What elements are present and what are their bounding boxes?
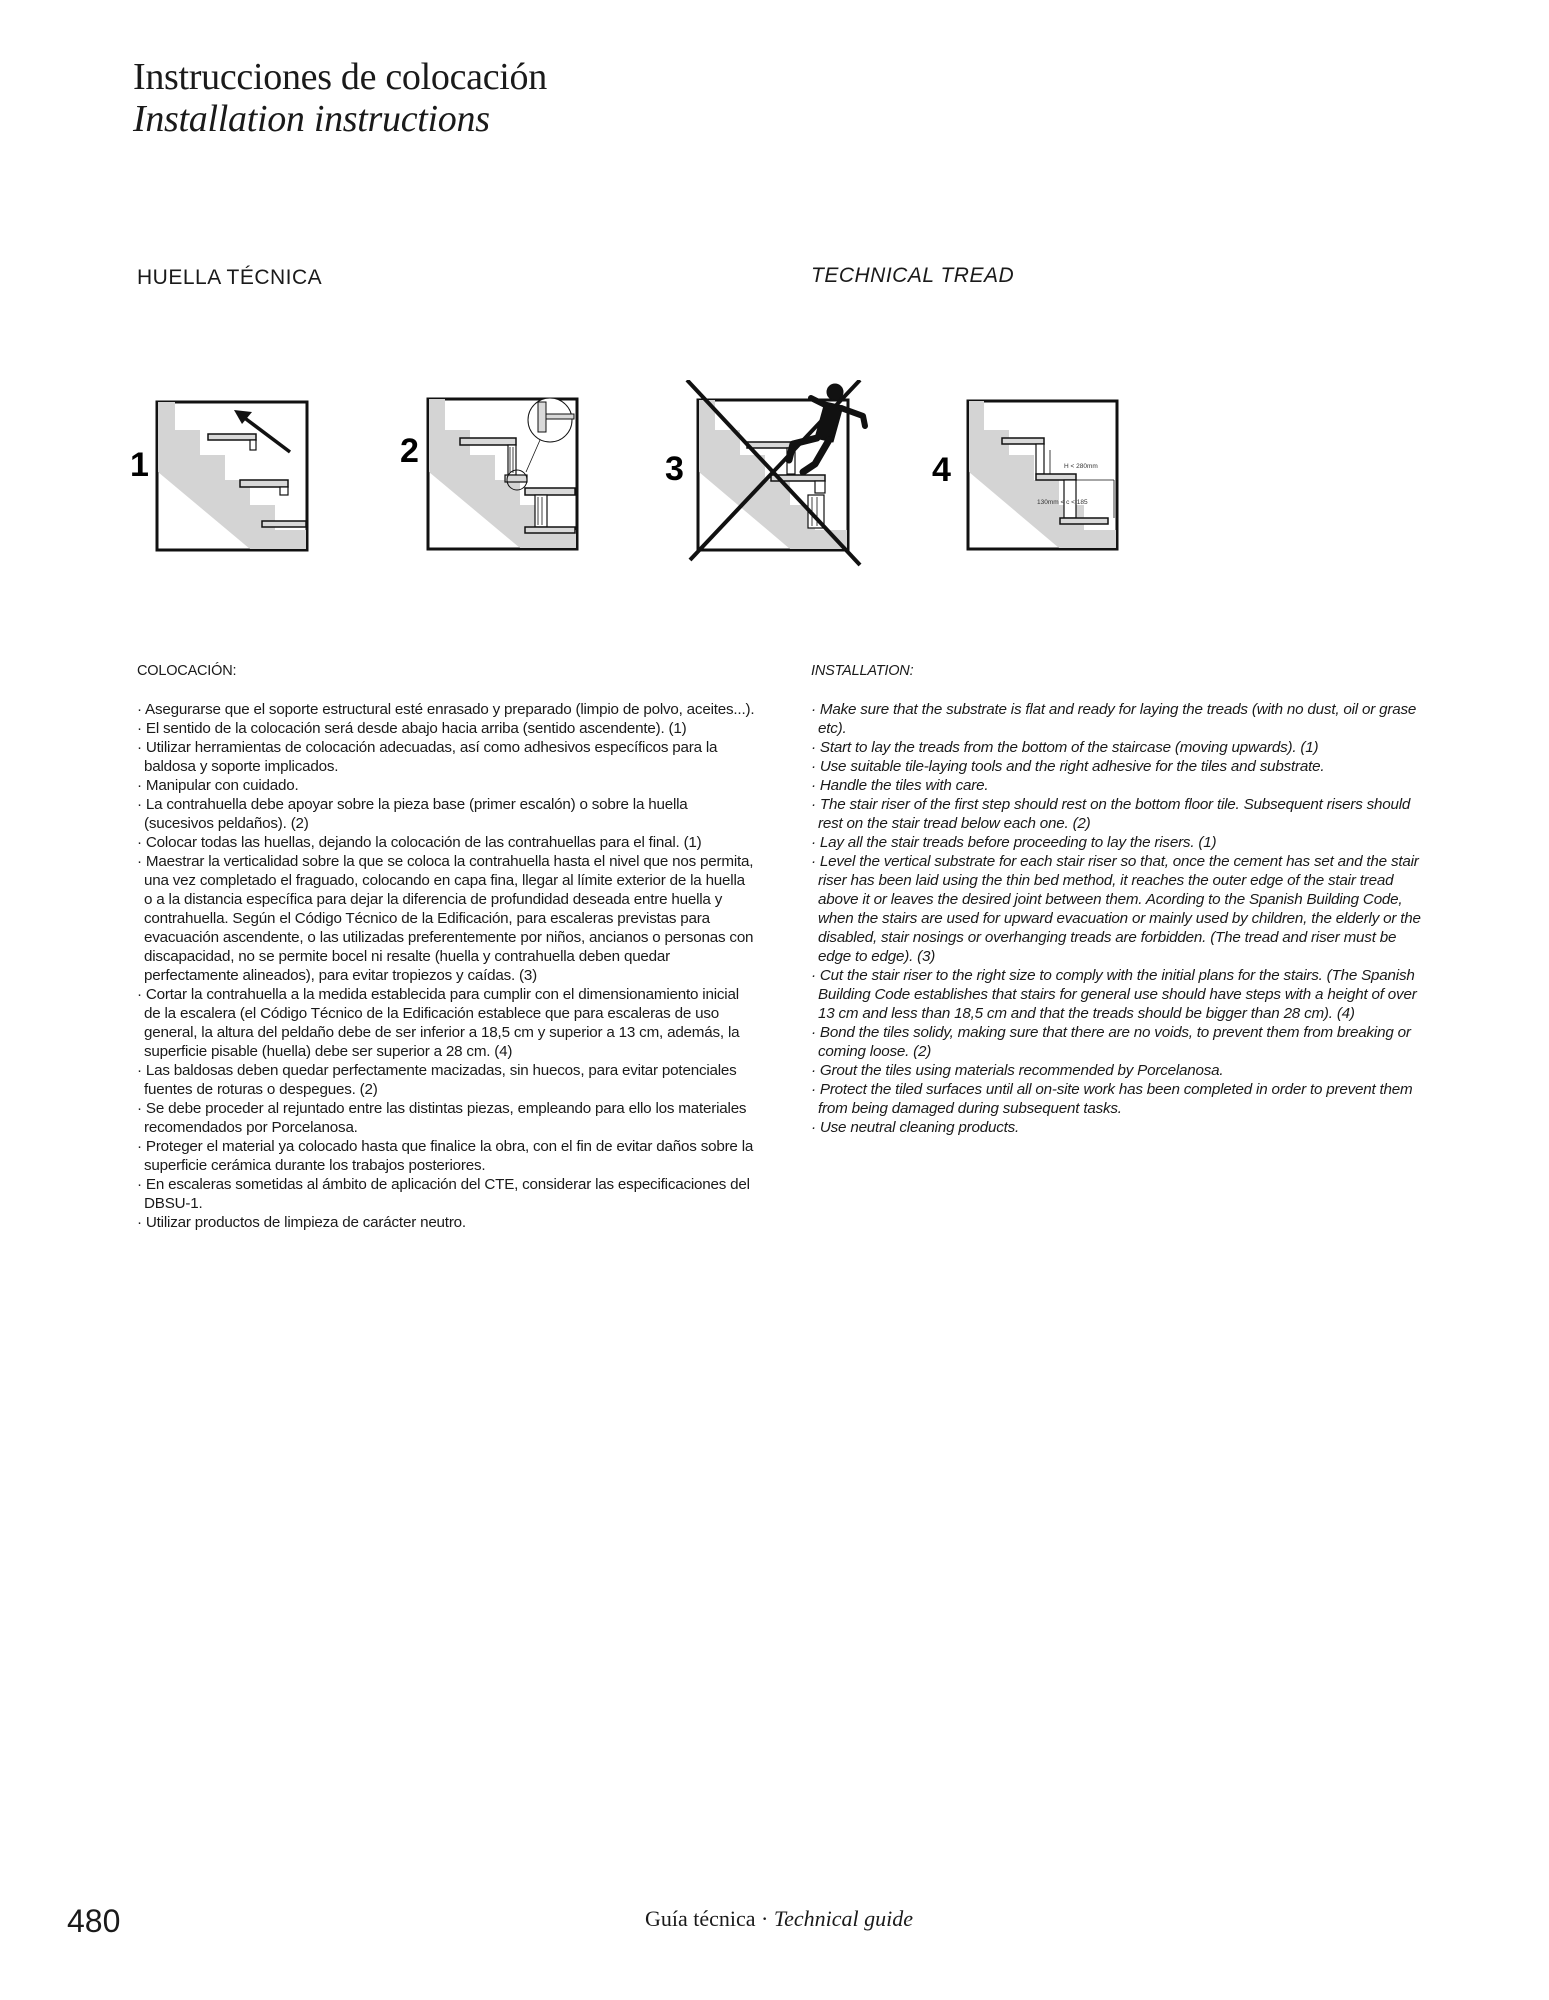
list-item: · Se debe proceder al rejuntado entre las distintas piezas, empleando para ello los materiales recomendados por Porcelanosa. <box>137 1099 757 1137</box>
list-item: · Asegurarse que el soporte estructural esté enrasado y preparado (limpio de polvo, aceites...). <box>137 700 757 719</box>
list-item: · Use suitable tile-laying tools and the right adhesive for the tiles and substrate. <box>811 757 1421 776</box>
list-item: · En escaleras sometidas al ámbito de aplicación del CTE, considerar las especificaciones del DBSU-1. <box>137 1175 757 1213</box>
page-title <box>133 56 547 140</box>
dimension-label-2: 130mm < c < 185 <box>1037 499 1088 506</box>
list-item: · Lay all the stair treads before proceeding to lay the risers. (1) <box>811 833 1421 852</box>
dimension-label-1: H < 280mm <box>1064 463 1098 470</box>
page-number: 480 <box>67 1903 121 1939</box>
stair-forbidden-icon <box>665 380 885 580</box>
footer-guide-es: Guía técnica · <box>645 1906 774 1931</box>
list-item: · Handle the tiles with care. <box>811 776 1421 795</box>
list-item: · La contrahuella debe apoyar sobre la pieza base (primer escalón) o sobre la huella (sucesivos peldaños). (2) <box>137 795 757 833</box>
title-es: Instrucciones de colocación <box>133 56 547 98</box>
installation-label-en: INSTALLATION: <box>811 663 914 679</box>
figure-3 <box>665 380 885 585</box>
list-item: · Colocar todas las huellas, dejando la colocación de las contrahuellas para el final. (1) <box>137 833 757 852</box>
installation-column-en <box>811 662 1421 1137</box>
figure-4 <box>932 380 1132 565</box>
figure-number: 1 <box>130 446 149 484</box>
list-item: · Protect the tiled surfaces until all on-site work has been completed in order to prevent them from being damaged during subsequent tasks. <box>811 1080 1421 1118</box>
list-item: · Manipular con cuidado. <box>137 776 757 795</box>
list-item: · Cut the stair riser to the right size to comply with the initial plans for the stairs. (The Spanish Building Code establishes that stairs for general use should have steps with a height of over 13 cm and less than 18,5 cm and that the treads should be bigger than 28 cm). (4) <box>811 966 1421 1023</box>
list-item: · Utilizar productos de limpieza de carácter neutro. <box>137 1213 757 1232</box>
footer-guide-title <box>645 1906 913 1932</box>
figure-number: 2 <box>400 432 419 470</box>
list-item: · Start to lay the treads from the bottom of the staircase (moving upwards). (1) <box>811 738 1421 757</box>
list-item: · Bond the tiles solidy, making sure that there are no voids, to prevent them from breaking or coming loose. (2) <box>811 1023 1421 1061</box>
list-item: · Cortar la contrahuella a la medida establecida para cumplir con el dimensionamiento inicial de la escalera (el Código Técnico de la Edificación establece que para escaleras de uso general, la altura del peldaño debe de ser inferior a 18,5 cm y superior a 13 cm, además, la superficie pisable (huella) debe ser superior a 28 cm. (4) <box>137 985 757 1061</box>
list-item: · Level the vertical substrate for each stair riser so that, once the cement has set and the stair riser has been laid using the thin bed method, it reaches the outer edge of the stair tread above it or leaves the desired joint between them. Acording to the Spanish Building Code, when the stairs are used for upward evacuation or mainly used by children, the elderly or the disabled, stair nosings or overhanging treads are forbidden. (The tread and riser must be edge to edge). (3) <box>811 852 1421 966</box>
figure-number: 3 <box>665 450 684 488</box>
list-item: · Proteger el material ya colocado hasta que finalice la obra, con el fin de evitar daños sobre la superficie cerámica durante los trabajos posteriores. <box>137 1137 757 1175</box>
title-en: Installation instructions <box>133 98 490 140</box>
list-item: · El sentido de la colocación será desde abajo hacia arriba (sentido ascendente). (1) <box>137 719 757 738</box>
list-item: · The stair riser of the first step should rest on the bottom floor tile. Subsequent risers should rest on the stair tread below each one. (2) <box>811 795 1421 833</box>
list-item: · Maestrar la verticalidad sobre la que se coloca la contrahuella hasta el nivel que nos permita, una vez completado el fraguado, colocando en capa fina, llegar al límite exterior de la huella o a la distancia específica para dejar la diferencia de profundidad deseada entre huella y contrahuella. Según el Código Técnico de la Edificación, para escaleras previstas para evacuación ascendente, o las utilizadas preferentemente por niños, ancianos o personas con discapacidad, no se permite bocel ni resalte (huella y contrahuella deben quedar perfectamente alineados), para evitar tropiezos y caídas. (3) <box>137 852 757 985</box>
figure-1 <box>130 380 330 565</box>
stair-arrow-icon <box>130 380 330 560</box>
figure-number: 4 <box>932 451 951 489</box>
footer-guide-en: Technical guide <box>773 1906 913 1931</box>
figure-2 <box>400 380 600 565</box>
installation-column-es <box>137 662 757 1232</box>
list-item: · Utilizar herramientas de colocación adecuadas, así como adhesivos específicos para la baldosa y soporte implicados. <box>137 738 757 776</box>
stair-detail-icon <box>400 380 600 560</box>
stair-dimension-icon <box>932 380 1132 560</box>
section-heading-en: TECHNICAL TREAD <box>811 264 1015 287</box>
list-item: · Use neutral cleaning products. <box>811 1118 1421 1137</box>
list-item: · Las baldosas deben quedar perfectamente macizadas, sin huecos, para evitar potenciales fuentes de roturas o despegues. (2) <box>137 1061 757 1099</box>
section-heading-es: HUELLA TÉCNICA <box>137 266 323 289</box>
list-item: · Make sure that the substrate is flat and ready for laying the treads (with no dust, oil or grase etc). <box>811 700 1421 738</box>
installation-label-es: COLOCACIÓN: <box>137 663 237 679</box>
list-item: · Grout the tiles using materials recommended by Porcelanosa. <box>811 1061 1421 1080</box>
